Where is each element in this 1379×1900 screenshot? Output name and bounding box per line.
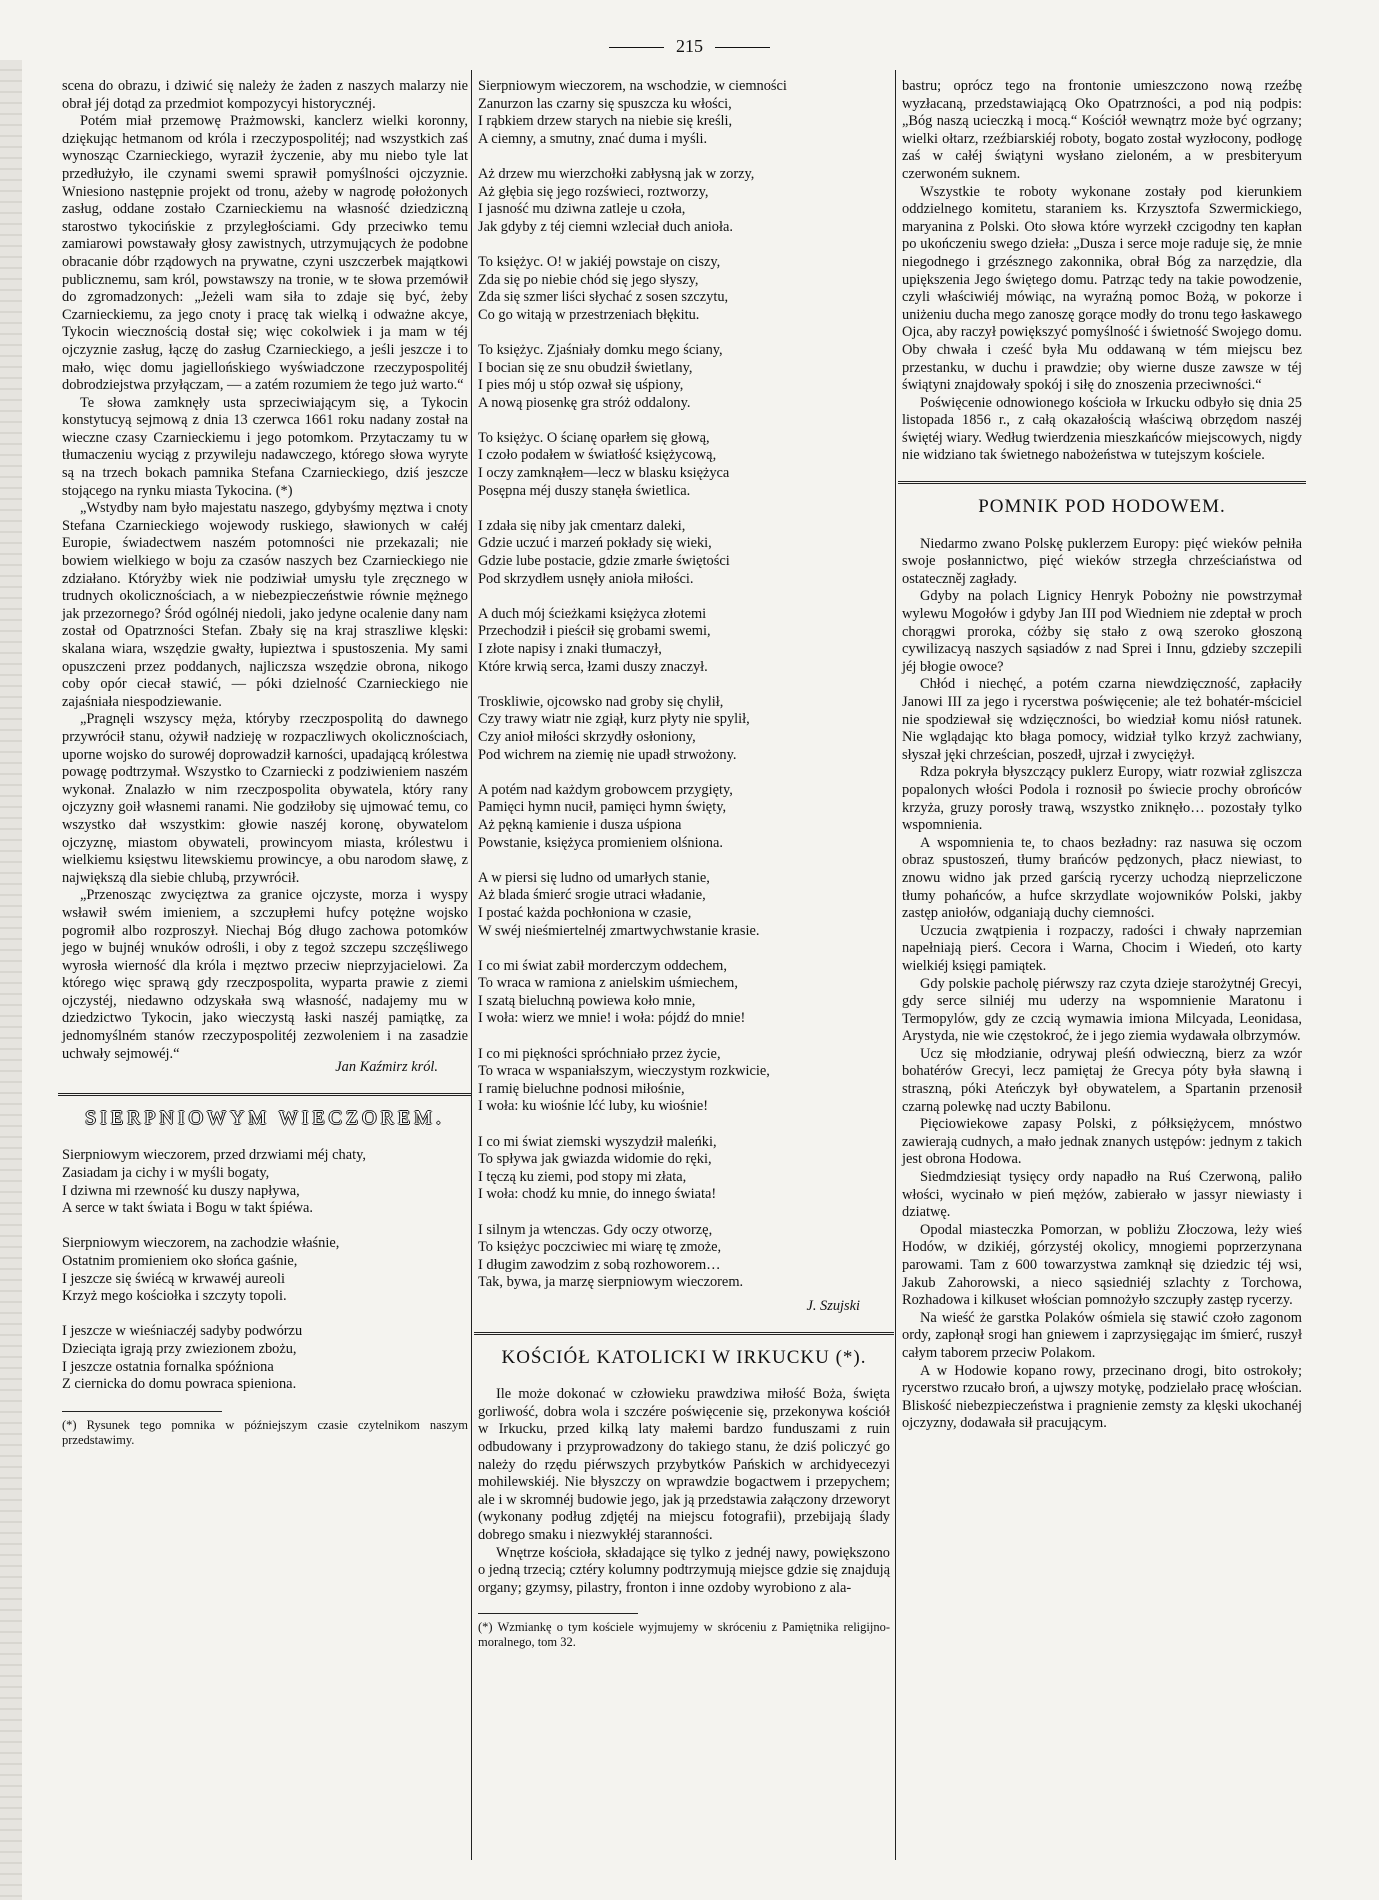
poem-line: Powstanie, księżyca promieniem olśniona.	[478, 834, 723, 851]
poem-line: Posępna méj duszy stanęła świetlica.	[478, 482, 691, 499]
paragraph: Na wieść że garstka Polaków ośmiela się stawić czoło zagonom ordy, zapłonął srogi han gniewem i zaprzysięgając im śmierć, ruszył całym taborem przeciw Polakom.	[902, 1309, 1302, 1361]
poem-line: I co mi świat zabił morderczym oddechem,	[478, 957, 727, 974]
poem-line: A w piersi się ludno od umarłych stanie,	[478, 869, 710, 886]
paragraph: Uczucia zwątpienia i rozpaczy, radości i chwały naprzemian napełniają pierś. Cecora i Warna, Chocim i Wiedeń, oto karty wielkiéj księgi pamiątek.	[902, 922, 1302, 974]
poem-line: Sierpniowym wieczorem, przed drzwiami méj chaty,	[62, 1147, 366, 1164]
column-3	[902, 78, 1302, 1433]
poem-line: I bocian się ze snu obudził świetlany,	[478, 359, 693, 376]
poem-line: A potém nad każdym grobowcem przygięty,	[478, 781, 733, 798]
paragraph: Poświęcenie odnowionego kościoła w Irkucku odbyło się dnia 25 listopada 1856 r., z całą okazałością właściwą obrzędom naszéj świętéj wiary. Według twierdzenia mieszkańców miejscowych, nigdy nie widziano tak świetnego nabożeństwa w tutejszym kościele.	[902, 394, 1302, 464]
column-2	[478, 78, 890, 1650]
paragraph: Siedmdziesiąt tysięcy ordy napadło na Ruś Czerwoną, paliło włości, wycinało w pień mężów, zabierało w jassyr niewiasty i dziatwę.	[902, 1169, 1302, 1221]
footnote: (*) Wzmiankę o tym kościele wyjmujemy w skróceniu z Pamiętnika religijno-moralnego, tom 32.	[478, 1620, 890, 1650]
poem-line: Czy trawy wiatr nie zgiął, kurz płyty nie spylił,	[478, 711, 750, 728]
paragraph: „Pragnęli wszyscy męża, któryby rzeczpospolitą do dawnego przywrócił stanu, ożywił nadzieję w rozpaczliwych okolicznościach, uporne wojsko do surowéj doprowadził karności, upadającą królestwa powagę podtrzymał. Wszystko to Czarniecki z podziwieniem naszém wykonał. Znalazło w nim rzeczpospolita obywatela, który rany ojczyzny goił własnemi ranami. Nie godziłoby się ujmować temu, co wszystko dał wszystkim: głowie naszéj koronę, obywatelom ojczyznę, miastom obywateli, prowincyom miasta, królestwu i wielkiemu księstwu litewskiemu prowincye, a obu narodom sławę, z największą dla siebie chlubą, przywrócił.	[62, 711, 468, 886]
poem-line: I ramię bieluchne podnosi miłośnie,	[478, 1080, 685, 1097]
binding-margin	[0, 60, 22, 1900]
poem-line: To księżyc. O! w jakiéj powstaje on ciszy,	[478, 253, 721, 270]
poem-line: I długim zawodzim z sobą rozhoworem…	[478, 1256, 721, 1273]
poem-line: A nową piosenkę gra stróż oddalony.	[478, 394, 691, 411]
article-title: KOŚCIÓŁ KATOLICKI W IRKUCKU (*).	[501, 1346, 867, 1368]
poem-line: Aż pękną kamienie i dusza uśpiona	[478, 816, 682, 833]
poem-line: I jeszcze się świécą w krwawéj aureoli	[62, 1270, 285, 1287]
paragraph: scena do obrazu, i dziwić się należy że żaden z naszych malarzy nie obrał jéj dotąd za przedmiot kompozycyi historycznéj.	[62, 78, 468, 112]
poem-line: I dziwna mi rzewność ku duszy napływa,	[62, 1182, 300, 1199]
poem-stanza	[478, 606, 890, 676]
poem-stanza	[478, 518, 890, 588]
paragraph: Potém miał przemowę Prażmowski, kanclerz wielki koronny, dziękując hetmanom od króla i rzeczypospolitéj; nad wszystkich zaś wynosząc Czarnieckiego, wyraził życzenie, aby mu niebo tyle lat przedłużyło, ile czynami swemi sprawił pomyślności ojczyznie. Wniesiono następnie projekt od tronu, ażeby w nagrodę położonych zasług, oddane zostało Czarnieckiemu na własność dziedziczną starostwo tykocińskie z przyległościami. Gdy przeciwko temu zamiarowi powstawały głosy zawistnych, utrzymujących że podobne obracanie dóbr rządowych na prywatne, czyni uszczerbek majątkowi publicznemu, sam król, powstawszy na tronie, w te słowa przemówił do zgromadzonych: „Jeżeli wam siła to zdaje się być, żeby Czarnieckiemu, za jego cnoty i pracę tak wielką i odważne akcye, Tykocin wiecznością dostał się; więc cokolwiek i ja mam w téj ojczyznie zasług, łączę do zasług Czarnieckiego, a jeśli jeszcze i to mało, więc domu jagiellońskiego wyświadczone rzeczypospolitéj dobrodziejstwa przyłączam, — a zatém rozumiem że tego już warto.“	[62, 113, 468, 394]
divider	[58, 1093, 472, 1096]
poem-stanza	[478, 1222, 890, 1292]
poem-signature: J. Szujski	[806, 1297, 860, 1314]
poem-line: I zdała się niby jak cmentarz daleki,	[478, 517, 686, 534]
poem-line: Przechodził i pieścił się grobami swemi,	[478, 623, 711, 640]
poem-line: Z ciernicka do domu powraca spieniona.	[62, 1376, 297, 1393]
poem-line: Jak gdyby z téj ciemni wzleciał duch anioła.	[478, 218, 733, 235]
footnote: (*) Rysunek tego pomnika w późniejszym czasie czytelnikom naszym przedstawimy.	[62, 1418, 468, 1448]
poem-line: A serce w takt świata i Bogu w takt śpiéwa.	[62, 1200, 313, 1217]
column-separator	[895, 70, 896, 1860]
poem-line: Zasiadam ja cichy i w myśli bogaty,	[62, 1165, 270, 1182]
poem-line: I rąbkiem drzew starych na niebie się kreśli,	[478, 113, 733, 130]
paragraph: Wszystkie te roboty wykonane zostały pod kierunkiem oddzielnego komitetu, staraniem ks. Krzysztofa Szwermickiego, maryanina z Polski. Oto słowa które wyrzekł czcigodny ten kapłan po ukończeniu swego dzieła: „Dusza i serce moje raduje się, że mnie niegodnego i grzésznego zakonnika, obrał Bóg za narzędzie, dla upiększenia Jego świętego domu. Patrząc tedy na takie powodzenie, czyli właściwiéj mówiąc, na wyraźną pomoc Bożą, w pokorze i uniżeniu ducha mego zanoszę gorące modły do tronu tego łaskawego Ojca, aby raczył powiększyć pomyślność i świetność Swojego domu. Oby chwała i cześć była Mu oddawaną w tém miejscu bez przestanku, w duchu i prawdzie; oby wierne dusze zawsze w téj świątyni znajdowały spokój i siłę do znoszenia przeciwności.“	[902, 183, 1302, 394]
page-number: 215	[0, 36, 1379, 57]
poem-line: I co mi piękności spróchniało przez życie,	[478, 1045, 721, 1062]
poem-line: Pod wichrem na ziemię nie upadł strwożony.	[478, 746, 737, 763]
paragraph: „Przenosząc zwycięztwa za granice ojczyste, morza i wyspy wsławił swém imieniem, a szczupłemi hufcy potężne wojsko pogromił albo rozproszył. Niechaj Bóg długo zachowa potomków jego w bujnéj wnuków odrośli, i oby z tegoż szczepu szczęśliwego wyrosła wierność dla króla i męztwo przeciw nieprzyjacielowi. Za którego więc sprawą gdy rzeczpospolita, wyparta prawie z ziemi ojczystéj, niedawno odzyskała swą własność, nadajemy mu w dziedzictwo Tykocin, jako wieczystą łaski naszéj pamiątkę, za jednomyślném stanów rzeczypospolitéj zezwoleniem i na zasadzie uchwały sejmowéj.“	[62, 887, 468, 1062]
poem-line: Aż blada śmierć srogie utraci władanie,	[478, 887, 706, 904]
poem-line: Zanurzon las czarny się spuszcza ku włości,	[478, 95, 732, 112]
poem-line: Ostatnim promieniem oko słońca gaśnie,	[62, 1253, 298, 1269]
poem-stanza	[478, 78, 890, 148]
poem-stanza	[62, 1235, 468, 1305]
poem-line: Aż drzew mu wierzchołki zabłysną jak w zorzy,	[478, 165, 755, 182]
poem-line: To księżyc poczciwiec mi wiarę tę zmoże,	[478, 1239, 722, 1256]
poem-line: I tęczą ku ziemi, pod stopy mi złata,	[478, 1168, 687, 1185]
paragraph: Niedarmo zwano Polskę puklerzem Europy: pięć wieków pełniła swoje posłannictwo, pięć wieków strzegła chrześciaństwa od ostateczněj zagłady.	[902, 535, 1302, 587]
poem-line: Pamięci hymn nucił, pamięci hymn święty,	[478, 799, 727, 816]
poem-line: Sierpniowym wieczorem, na wschodzie, w ciemności	[478, 78, 787, 94]
paragraph: Ile może dokonać w człowieku prawdziwa miłość Boża, święta gorliwość, dobra wola i szczére poświęcenie się, przekonywa kościół w Irkucku, przed kilką laty małemi bardzo funduszami z ruin odbudowany i przyprowadzony do takiego stanu, że dziś policzyć go należy do rzędu piérwszych przybytków Pańskich w archidyecezyi mohilewskiéj. Nie błyszczy on wprawdzie bogactwem i przepychem; ale i w skromnéj budowie jego, jak ją przedstawia załączony drzeworyt (wykonany podług zdjętéj na miejscu fotografii), przebijają ślady dobrego smaku i niezwykłéj staranności.	[478, 1386, 890, 1543]
poem-line: I woła: ku wiośnie lćć luby, ku wiośnie!	[478, 1098, 709, 1115]
poem-line: Krzyż mego kościołka i szczyty topoli.	[62, 1288, 287, 1305]
poem-stanza	[62, 1147, 468, 1217]
poem-line: Czy anioł miłości skrzydły osłoniony,	[478, 728, 696, 745]
poem-line: Zda się po niebie chód się jego słyszy,	[478, 271, 699, 288]
poem-line: To księżyc. Zjaśniały domku mego ściany,	[478, 341, 723, 358]
footnote-rule	[478, 1613, 638, 1614]
poem-line: Pod skrzydłem usnęły anioła miłości.	[478, 570, 694, 587]
column-1	[62, 78, 468, 1448]
poem-stanza	[478, 694, 890, 764]
paragraph: Chłód i niechęć, a potém czarna niewdzięczność, zapłaciły Janowi III za jego i rycerstwa poświęcenie; ale też bohatér-mściciel nie spodziewał się wdzięczności, bo wiedział komu niósł ratunek. Nie wglądając kto błaga pomocy, widział tylko krzyż zachwiany, słyszał jęki chrześcian, poszedł, ujrzał i zwyciężył.	[902, 676, 1302, 763]
poem-line: To wraca w ramiona z anielskim uśmiechem,	[478, 975, 738, 992]
poem-line: I pies mój u stóp ozwał się uśpiony,	[478, 377, 684, 394]
paragraph: bastru; oprócz tego na frontonie umieszczono nową rzeźbę wyzłacaną, przedstawiającą Oko Opatrzności, a pod nią podpis: „Bóg naszą ucieczką i mocą.“ Kościół wewnątrz może być ogrzany; wielki ołtarz, rzeźbiarskiéj roboty, bogato został wyzłocony, podłogę zaś w całéj świątyni wysłano zieloném, a w presbiteryum czerwoném suknem.	[902, 78, 1302, 182]
poem-stanza	[478, 166, 890, 236]
poem-line: Gdzie uczuć i marzeń pokłady się wieki,	[478, 535, 712, 552]
poem-line: Tak, bywa, ja marzę sierpniowym wieczorem.	[478, 1274, 744, 1291]
paragraph: Rdza pokryła błyszczący puklerz Europy, wiatr rozwiał zgliszcza popalonych włości Podola i roznosił po świecie prochy obrońców krzyża, gruzy porosły trawą, wszystko zniknęło… pozostały tylko wspomnienia.	[902, 764, 1302, 834]
poem-stanza	[478, 430, 890, 500]
poem-title: SIERPNIOWYM WIECZOREM.	[85, 1106, 445, 1129]
poem-line: I szatą bieluchną powiewa koło mnie,	[478, 992, 696, 1009]
poem-line: Troskliwie, ojcowsko nad groby się chylił,	[478, 693, 724, 710]
paragraph: Ucz się młodzianie, odrywaj pleśń odwieczną, bierz za wzór bohatérów Grecyi, lecz pamiętaj że Grecya póty była sławną i straszną, póki Ateńczyk był obywatelem, a Spartanin przenosił czarną polewkę nad uczty Babilonu.	[902, 1045, 1302, 1115]
poem-stanza	[478, 782, 890, 852]
poem-line: Zda się szmer liści słychać z sosen szczytu,	[478, 289, 729, 306]
paragraph: „Wstydby nam było majestatu naszego, gdybyśmy męztwa i cnoty Stefana Czarnieckiego wojewody ruskiego, sławionych w całéj Europie, świadectwem naszém potomności nie przekazali; nie bowiem wielkiego w boju za czasów naszych bez Czarnieckiego nie zdziałano. Któryżby wiek nie podziwiał umysłu tyle zręcznego w trudnych okolicznościach, a w niebezpieczeństwie równie mężnego jak przezornego? Śród ogólnéj niedoli, jako jedyne ocalenie dany nam został od Opatrzności Stefan. Zbały się na kraj straszliwe klęski: skalana wiara, wszędzie gwałty, łupieztwa i spustoszenia. My sami opuszczeni przez poddanych, najliczsza wszędzie obrona, nikogo coby opór ciecał stawić, — póki dzielność Czarnieckiego nie zajaśniała niespodziewanie.	[62, 500, 468, 710]
poem-line: To księżyc. O ścianę oparłem się głową,	[478, 429, 710, 446]
poem-line: W swéj nieśmiertelnéj zmartwychwstanie krasie.	[478, 922, 760, 939]
poem-stanza	[478, 1134, 890, 1204]
paragraph: Pięciowiekowe zapasy Polski, z półksiężycem, mnóstwo zawierają cudnych, a mało jednak znanych ustępów: jednym z takich jest obrona Hodowa.	[902, 1116, 1302, 1168]
poem-stanza	[478, 1046, 890, 1116]
poem-line: Aż głębia się jego rozświeci, roztworzy,	[478, 183, 709, 200]
poem-line: I woła: chodź ku mnie, do innego świata!	[478, 1186, 717, 1203]
poem-line: To spływa jak gwiazda widomie do ręki,	[478, 1151, 712, 1168]
paragraph: A w Hodowie kopano rowy, przecinano drogi, bito ostrokoły; rycerstwo rzucało broń, a ujwszy motykę, podzielało pracę włościan. Bliskość niebezpieczeństwa i pragnienie zemsty za klęski ukochanéj ojczyzny, dodawała sił pracującym.	[902, 1362, 1302, 1432]
poem-line: I co mi świat ziemski wyszydził maleńki,	[478, 1133, 717, 1150]
paragraph: Wnętrze kościoła, składające się tylko z jednéj nawy, powiększono o jedną trzecią; cztéry kolumny podtrzymują miejsce gdzie się znajdują organy; gzymsy, pilastry, fronton i inne ozdoby wyrobiono z ala-	[478, 1544, 890, 1596]
poem-line: To wraca w wspaniałszym, wieczystym rozkwicie,	[478, 1063, 770, 1080]
footnote-rule	[62, 1411, 222, 1412]
paragraph: Te słowa zamknęły usta sprzeciwiającym się, a Tykocin konstytucyą sejmową z dnia 13 czerwca 1661 roku nadany został na wieczne czasy Czarnieckiemu i jego potomkom. Przytaczamy tu w tłumaczeniu wyciąg z przywileju nadawczego, którego słowa wyryte są na trzech bokach pamnika Stefana Czarnieckiego, dziś jeszcze stojącego na rynku miasta Tykocina. (*)	[62, 394, 468, 499]
poem-line: Sierpniowym wieczorem, na zachodzie właśnie,	[62, 1235, 340, 1252]
poem-line: Co go witają w przestrzeniach błękitu.	[478, 306, 700, 323]
poem-stanza	[62, 1323, 468, 1393]
signature: Jan Kaźmirz król.	[335, 1059, 438, 1076]
poem-line: Dzieciąta igrają przy zwiezionem zbożu,	[62, 1340, 297, 1357]
poem-stanza	[478, 342, 890, 412]
poem-line: A ciemny, a smutny, znać duma i myśli.	[478, 130, 708, 147]
poem-line: I woła: wierz we mnie! i woła: pójdź do mnie!	[478, 1010, 746, 1027]
poem-stanza	[478, 870, 890, 940]
poem-line: I oczy zamknąłem—lecz w blasku księżyca	[478, 465, 730, 482]
poem-line: I złote napisy i znaki tłumaczył,	[478, 641, 662, 657]
poem-line: I jasność mu dziwna zatleje u czoła,	[478, 201, 686, 218]
poem-line: A duch mój ścieżkami księżyca złotemi	[478, 605, 707, 622]
poem-line: Gdzie lube postacie, gdzie zmarłe świętości	[478, 553, 730, 570]
paragraph: Gdyby na polach Lignicy Henryk Pobożny nie powstrzymał wylewu Mogołów i gdyby Jan III pod Wiedniem nie zdeptał w proch chorągwi proroka, cóżby się stało z ową szeroko głoszoną cywilizacyą naszych sąsiadów z nad Sprei i Innu, gdzieby szczepili jéj błogie owoce?	[902, 588, 1302, 675]
poem-stanza	[478, 254, 890, 324]
article-title: POMNIK POD HODOWEM.	[978, 496, 1226, 518]
poem-stanza	[478, 958, 890, 1028]
paragraph: Opodal miasteczka Pomorzan, w pobliżu Złoczowa, leży wieś Hodów, w dzikiéj, górzystéj okolicy, mnogiemi poprzerzynana parowami. Tam z 600 towarzystwa zamknął się dziedzic téj wsi, Jakub Zahorowski, a nieco sąsiedniéj szlachty z Torchowa, Rozhadowa i kilkuset włościan pomnożyło szczupły zastęp rycerzy.	[902, 1221, 1302, 1309]
column-separator	[471, 70, 472, 1860]
poem-line: I postać każda pochłoniona w czasie,	[478, 904, 692, 921]
poem-line: I silnym ja wtenczas. Gdy oczy otworzę,	[478, 1221, 713, 1238]
paragraph: Gdy polskie pacholę piérwszy raz czyta dzieje starożytnéj Grecyi, gdy serce silniéj mu uderzy na wspomnienie Maratonu i Termopylów, gdy ze czcią wymawia imiona Milcyada, Leonidasa, Arystyda, nie wie częstokroć, że i jego ziemia wydawała olbrzymów.	[902, 975, 1302, 1045]
divider	[898, 481, 1306, 484]
poem-line: I czoło podałem w światłość księżycową,	[478, 447, 717, 464]
paragraph: A wspomnienia te, to chaos bezładny: raz nasuwa się oczom obraz spustoszeń, tłumy brańców pędzonych, płacz niewiast, to znowu widno jak przed garścią rycerzy uchodzą nieprzeliczone tłumy pohańców, a hufce skrzydlate wojowników Polski, jakby zastęp aniołów, odganiają duchy ciemności.	[902, 834, 1302, 922]
divider	[474, 1332, 894, 1335]
poem-line: I jeszcze ostatnia fornalka spóźniona	[62, 1358, 274, 1375]
poem-line: I jeszcze w wieśniaczéj sadyby podwórzu	[62, 1323, 303, 1340]
poem-line: Które krwią serca, łzami duszy znaczył.	[478, 658, 708, 675]
